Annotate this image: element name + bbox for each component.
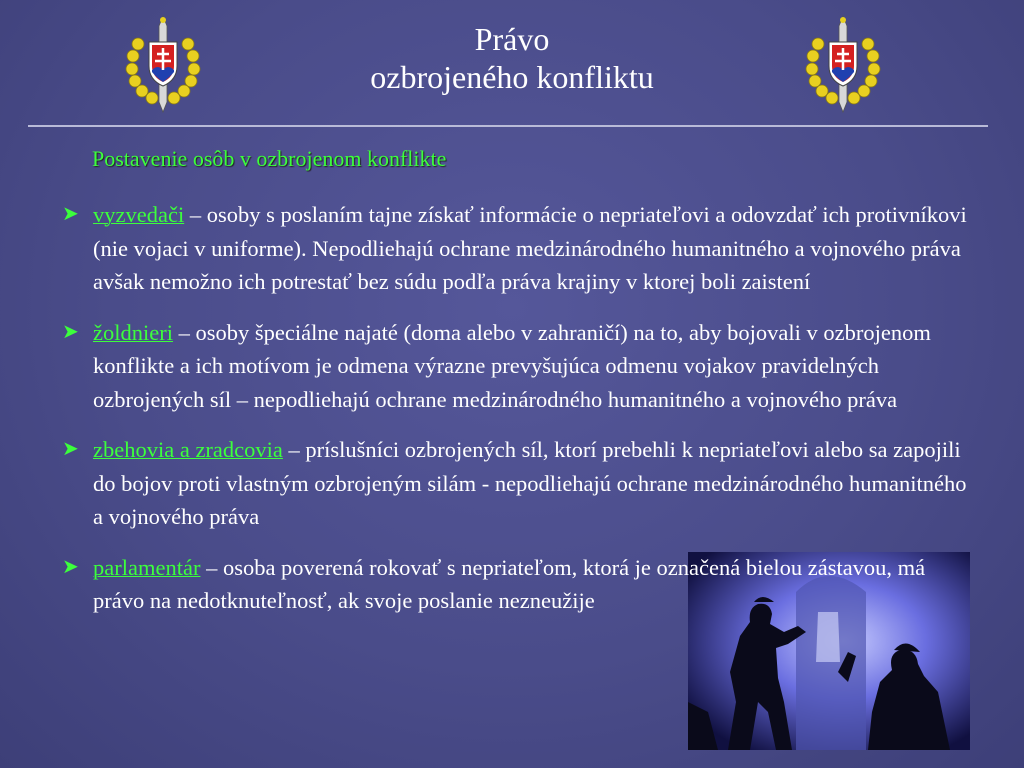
title-line-2: ozbrojeného konfliktu bbox=[370, 59, 654, 95]
arrow-bullet-icon: ➤ bbox=[62, 203, 79, 225]
military-emblem-icon bbox=[804, 14, 882, 114]
list-item bbox=[62, 198, 972, 299]
list-item bbox=[62, 551, 972, 618]
term-label: parlamentár bbox=[93, 554, 201, 580]
section-subtitle: Postavenie osôb v ozbrojenom konflikte bbox=[92, 146, 447, 171]
term-label: žoldnieri bbox=[93, 319, 173, 345]
title-line-1: Právo bbox=[474, 21, 550, 57]
term-description: – osoby špeciálne najaté (doma alebo v zahraničí) na to, aby bojovali v ozbrojenom konflikte a ich motívom je odmena výrazne prevyšujúca odmenu vojakov pravidelných ozbrojených síl – nepodliehajú ochrane medzinárodného humanitného a vojnového práva bbox=[93, 319, 931, 412]
term-description: – osoba poverená rokovať s nepriateľom, ktorá je označená bielou zástavou, má právo na nedotknuteľnosť, ak svoje poslanie nezneužije bbox=[93, 554, 926, 613]
term-description: – osoby s poslaním tajne získať informácie o nepriateľovi a odovzdať ich protivníkovi (nie vojaci v uniforme). Nepodliehajú ochrane medzinárodného humanitného a vojnového práva avšak nemožno ich potrestať bez súdu podľa práva krajiny v ktorej boli zaistení bbox=[93, 202, 967, 294]
arrow-bullet-icon: ➤ bbox=[62, 555, 79, 578]
bullet-list bbox=[62, 198, 972, 635]
arrow-bullet-icon: ➤ bbox=[62, 438, 79, 460]
term-description: – príslušníci ozbrojených síl, ktorí prebehli k nepriateľovi alebo sa zapojili do bojov proti vlastným ozbrojeným silám - nepodliehajú ochrane medzinárodného humanitného a vojnového práva bbox=[93, 437, 967, 529]
term-label: zbehovia a zradcovia bbox=[93, 437, 283, 462]
term-label: vyzvedači bbox=[93, 202, 185, 227]
arrow-bullet-icon: ➤ bbox=[62, 320, 79, 343]
title-divider bbox=[28, 125, 988, 127]
list-item bbox=[62, 316, 972, 417]
military-emblem-icon bbox=[124, 14, 202, 114]
list-item bbox=[62, 433, 972, 534]
